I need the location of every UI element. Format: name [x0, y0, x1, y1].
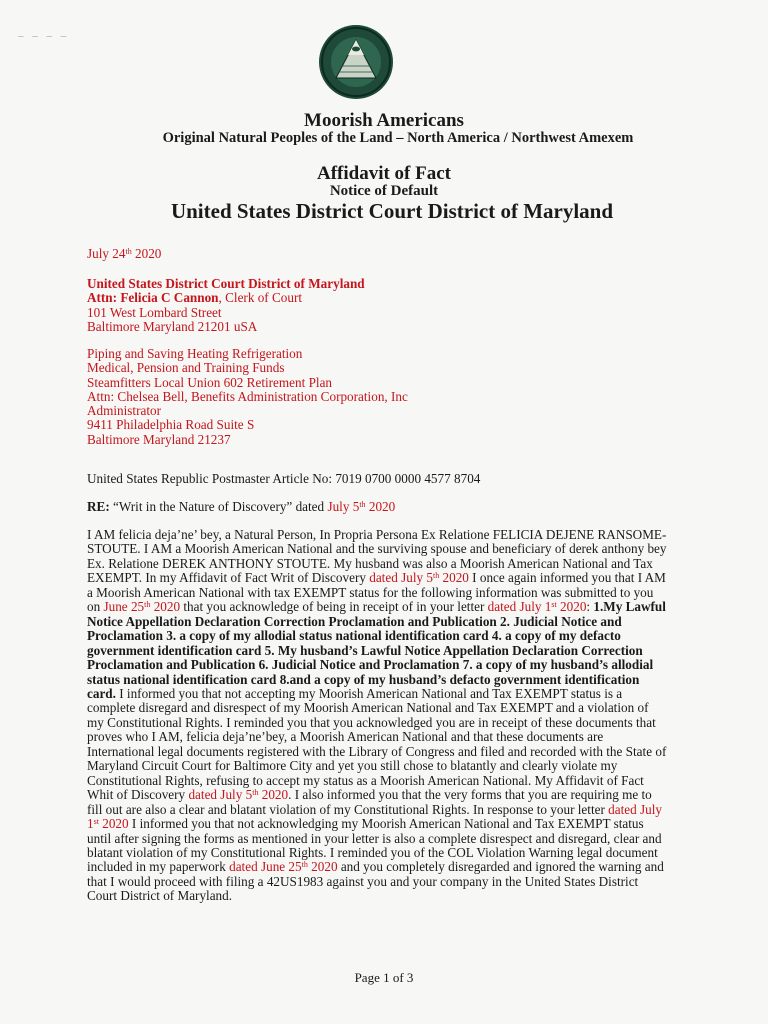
re-line: RE: “Writ in the Nature of Discovery” dated July 5th 2020: [87, 499, 396, 514]
fund-line: Medical, Pension and Training Funds: [87, 360, 285, 376]
fund-line: Steamfitters Local Union 602 Retirement Plan: [87, 374, 333, 390]
document-title: Affidavit of Fact: [316, 163, 452, 184]
recipient-street: 101 West Lombard Street: [87, 304, 222, 320]
scan-artifact: – – – –: [18, 30, 70, 42]
pyramid-seal-icon: [318, 24, 394, 100]
fund-line: Baltimore Maryland 21237: [87, 431, 231, 447]
org-subtitle: Original Natural Peoples of the Land – North America / Northwest Amexem: [162, 130, 634, 146]
page-number: Page 1 of 3: [354, 970, 414, 985]
fund-line: Piping and Saving Heating Refrigeration: [87, 346, 303, 361]
postmaster-article: United States Republic Postmaster Article No: 7019 0700 0000 4577 8704: [87, 471, 481, 486]
recipient-court-address: [87, 277, 365, 334]
fund-line: 9411 Philadelphia Road Suite S: [87, 417, 255, 433]
letter-date: July 24th 2020: [87, 246, 162, 261]
document-subtitle: Notice of Default: [329, 183, 439, 199]
court-heading: United States District Court District of Maryland: [170, 199, 614, 223]
fund-line: Attn: Chelsea Bell, Benefits Administration Corporation, Inc: [87, 388, 408, 404]
recipient-attn: Attn: Felicia C Cannon, Clerk of Court: [87, 290, 303, 306]
recipient-name: United States District Court District of Maryland: [87, 276, 365, 291]
affidavit-body: I AM felicia deja’ne’ bey, a Natural Person, In Propria Persona Ex Relatione FELICIA DEJENE RANSOME-STOUTE. I AM a Moorish American National and the surviving spouse and beneficiary of derek anthony bey Ex. Relatione DEREK ANTHONY STOUTE. My husband was also a Moorish American National and Tax EXEMPT. In my Affidavit of Fact Writ of Discovery dated July 5th 2020 I once again informed you that I AM a Moorish American National with tax EXEMPT status for the following information was submitted to you on June 25th 2020 that you acknowledge of being in receipt of in your letter dated July 1st 2020: 1.My Lawful Notice Appellation Declaration Correction Proclamation and Publication 2. Judicial Notice and Proclamation 3. a copy of my allodial status national identification card 4. a copy of my defacto government identification card 5. My husband’s Lawful Notice Appellation Declaration Correction Proclamation and Publication 6. Judicial Notice and Proclamation 7. a copy of my husband’s allodial status national identification card 8.and a copy of my husband’s defacto government identification card. I informed you that not accepting my Moorish American National and Tax EXEMPT status is a complete disregard and disrespect of my Moorish American National and Tax EXEMPT and a violation of my Constitutional Rights. I reminded you that you acknowledged you are in receipt of these documents that proves who I AM, felicia deja’ne’bey, a Moorish American National and that these documents are International legal documents registered with the Library of Congress and filed and recorded with the State of Maryland Circuit Court for Baltimore City and yet you still chose to blatantly and clearly violate my Constitutional Rights, refusing to accept my status as a Moorish American National. My Affidavit of Fact Whit of Discovery dated July 5th 2020. I also informed you that the very forms that you are requiring me to fill out are also a clear and blatant violation of my Constitutional Rights. In response to your letter dated July 1st 2020 I informed you that not acknowledging my Moorish American National and Tax EXEMPT status until after signing the forms as mentioned in your letter is also a complete disrespect and disregard, clear and blatant violation of my Constitutional Rights. I reminded you of the COL Violation Warning legal document included in my paperwork dated June 25th 2020 and you completely disregarded and ignored the warning and that I would proceed with filing a 42US1983 against you and your company in the United States District Court District of Maryland.: [87, 527, 667, 904]
fund-line: Administrator: [87, 403, 161, 419]
org-title: Moorish Americans: [304, 110, 464, 131]
recipient-city: Baltimore Maryland 21201 uSA: [87, 318, 258, 334]
recipient-fund-address: [87, 347, 408, 447]
